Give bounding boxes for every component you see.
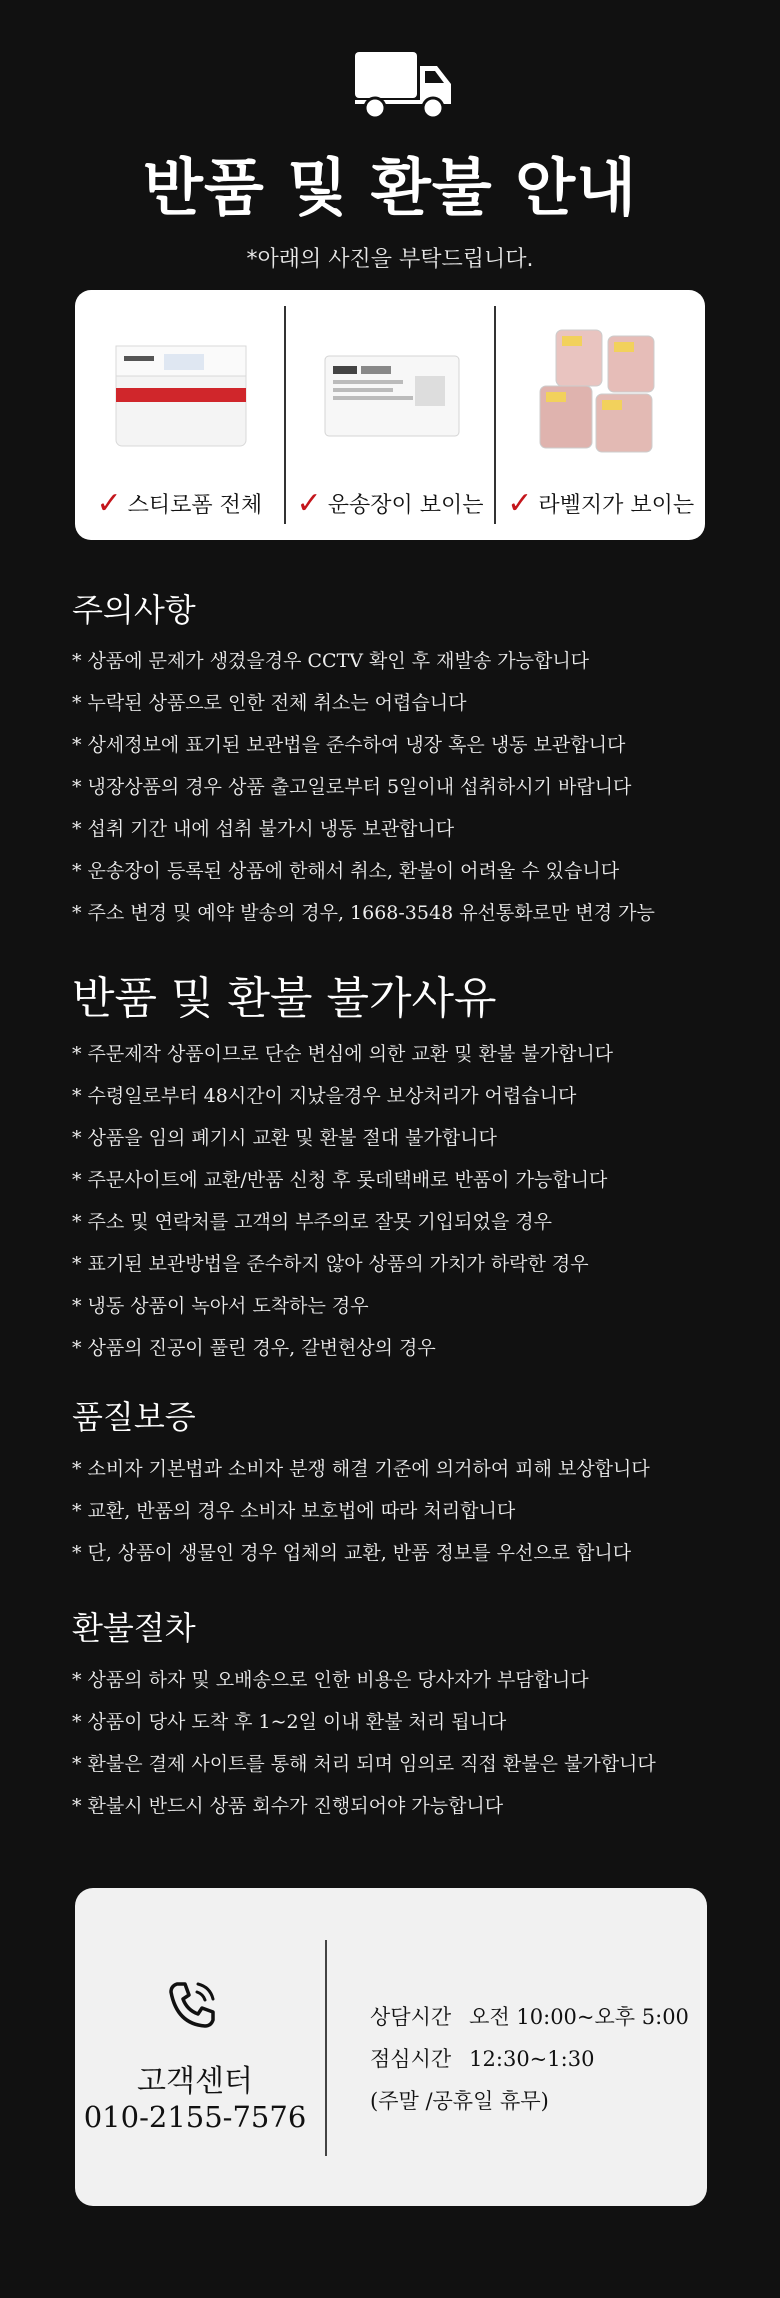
styrofoam-box-image (104, 316, 254, 466)
list-item: * 소비자 기본법과 소비자 분쟁 해결 기준에 의거하여 피해 보상합니다 (72, 1448, 650, 1490)
refund-process-section-title: 환불절차 (72, 1609, 196, 1647)
photo-guide-shipping-label (284, 306, 495, 524)
list-item: * 단, 상품이 생물인 경우 업체의 교환, 반품 정보를 우선으로 합니다 (72, 1532, 650, 1574)
check-icon: ✓ (507, 485, 533, 521)
list-item: * 교환, 반품의 경우 소비자 보호법에 따라 처리합니다 (72, 1490, 650, 1532)
list-item: * 냉장상품의 경우 상품 출고일로부터 5일이내 섭취하시기 바랍니다 (72, 766, 655, 808)
page-subtitle: *아래의 사진을 부탁드립니다. (246, 247, 534, 272)
hours-row (370, 2080, 689, 2122)
list-item: * 주문제작 상품이므로 단순 변심에 의한 교환 및 환불 불가합니다 (72, 1033, 613, 1075)
list-item: * 냉동 상품이 녹아서 도착하는 경우 (72, 1285, 613, 1327)
business-hours (370, 1996, 689, 2122)
list-item: * 상품의 진공이 풀린 경우, 갈변현상의 경우 (72, 1327, 613, 1369)
list-item: * 상세정보에 표기된 보관법을 준수하여 냉장 혹은 냉동 보관합니다 (72, 724, 655, 766)
photo-caption-label: 라벨지가 보이는 (538, 493, 695, 518)
list-item: * 표기된 보관방법을 준수하지 않아 상품의 가치가 하락한 경우 (72, 1243, 613, 1285)
list-item: * 주소 및 연락처를 고객의 부주의로 잘못 기입되었을 경우 (72, 1201, 613, 1243)
list-item: * 수령일로부터 48시간이 지났을경우 보상처리가 어렵습니다 (72, 1075, 613, 1117)
list-item: * 상품을 임의 폐기시 교환 및 환불 절대 불가합니다 (72, 1117, 613, 1159)
notice-section-title: 주의사항 (72, 591, 196, 629)
photo-caption-label: 운송장이 보이는 (327, 493, 484, 518)
list-item: * 환불은 결제 사이트를 통해 처리 되며 임의로 직접 환불은 불가합니다 (72, 1743, 656, 1785)
no-refund-list (72, 1033, 613, 1369)
phone-icon (165, 1978, 219, 2032)
photo-guide-labeled-packages (494, 306, 705, 524)
quality-section-title: 품질보증 (72, 1398, 196, 1436)
list-item: * 누락된 상품으로 인한 전체 취소는 어렵습니다 (72, 682, 655, 724)
notice-list (72, 640, 655, 934)
page-title: 반품 및 환불 안내 (143, 151, 637, 224)
hours-value: 12:30~1:30 (469, 2047, 595, 2071)
customer-center-phone[interactable]: 010-2155-7576 (83, 2100, 307, 2134)
customer-center-label: 고객센터 (137, 2064, 253, 2099)
list-item: * 환불시 반드시 상품 회수가 진행되어야 가능합니다 (72, 1785, 656, 1827)
no-refund-section-title: 반품 및 환불 불가사유 (72, 973, 497, 1024)
list-item: * 상품이 당사 도착 후 1~2일 이내 환불 처리 됩니다 (72, 1701, 656, 1743)
customer-center-card (75, 1888, 707, 2206)
shipping-label-image (315, 316, 465, 466)
hours-row (370, 2038, 689, 2080)
list-item: * 섭취 기간 내에 섭취 불가시 냉동 보관합니다 (72, 808, 655, 850)
hours-label: 상담시간 (370, 2005, 452, 2029)
list-item: * 운송장이 등록된 상품에 한해서 취소, 환불이 어려울 수 있습니다 (72, 850, 655, 892)
hours-note: (주말 /공휴일 휴무) (370, 2089, 549, 2113)
check-icon: ✓ (296, 485, 322, 521)
check-icon: ✓ (96, 485, 122, 521)
hours-row (370, 1996, 689, 2038)
hours-label: 점심시간 (370, 2047, 452, 2071)
quality-list (72, 1448, 650, 1574)
truck-icon (355, 52, 453, 118)
refund-process-list (72, 1659, 656, 1827)
labeled-packages-image (526, 316, 676, 466)
list-item: * 상품의 하자 및 오배송으로 인한 비용은 당사자가 부담합니다 (72, 1659, 656, 1701)
list-item: * 주소 변경 및 예약 발송의 경우, 1668-3548 유선통화로만 변경 가능 (72, 892, 655, 934)
list-item: * 주문사이트에 교환/반품 신청 후 롯데택배로 반품이 가능합니다 (72, 1159, 613, 1201)
photo-guide-styrofoam (75, 306, 284, 524)
list-item: * 상품에 문제가 생겼을경우 CCTV 확인 후 재발송 가능합니다 (72, 640, 655, 682)
photo-caption-label: 스티로폼 전체 (127, 493, 263, 518)
contact-divider (325, 1940, 327, 2156)
hours-value: 오전 10:00~오후 5:00 (469, 2005, 689, 2029)
photo-guide-card (75, 290, 705, 540)
